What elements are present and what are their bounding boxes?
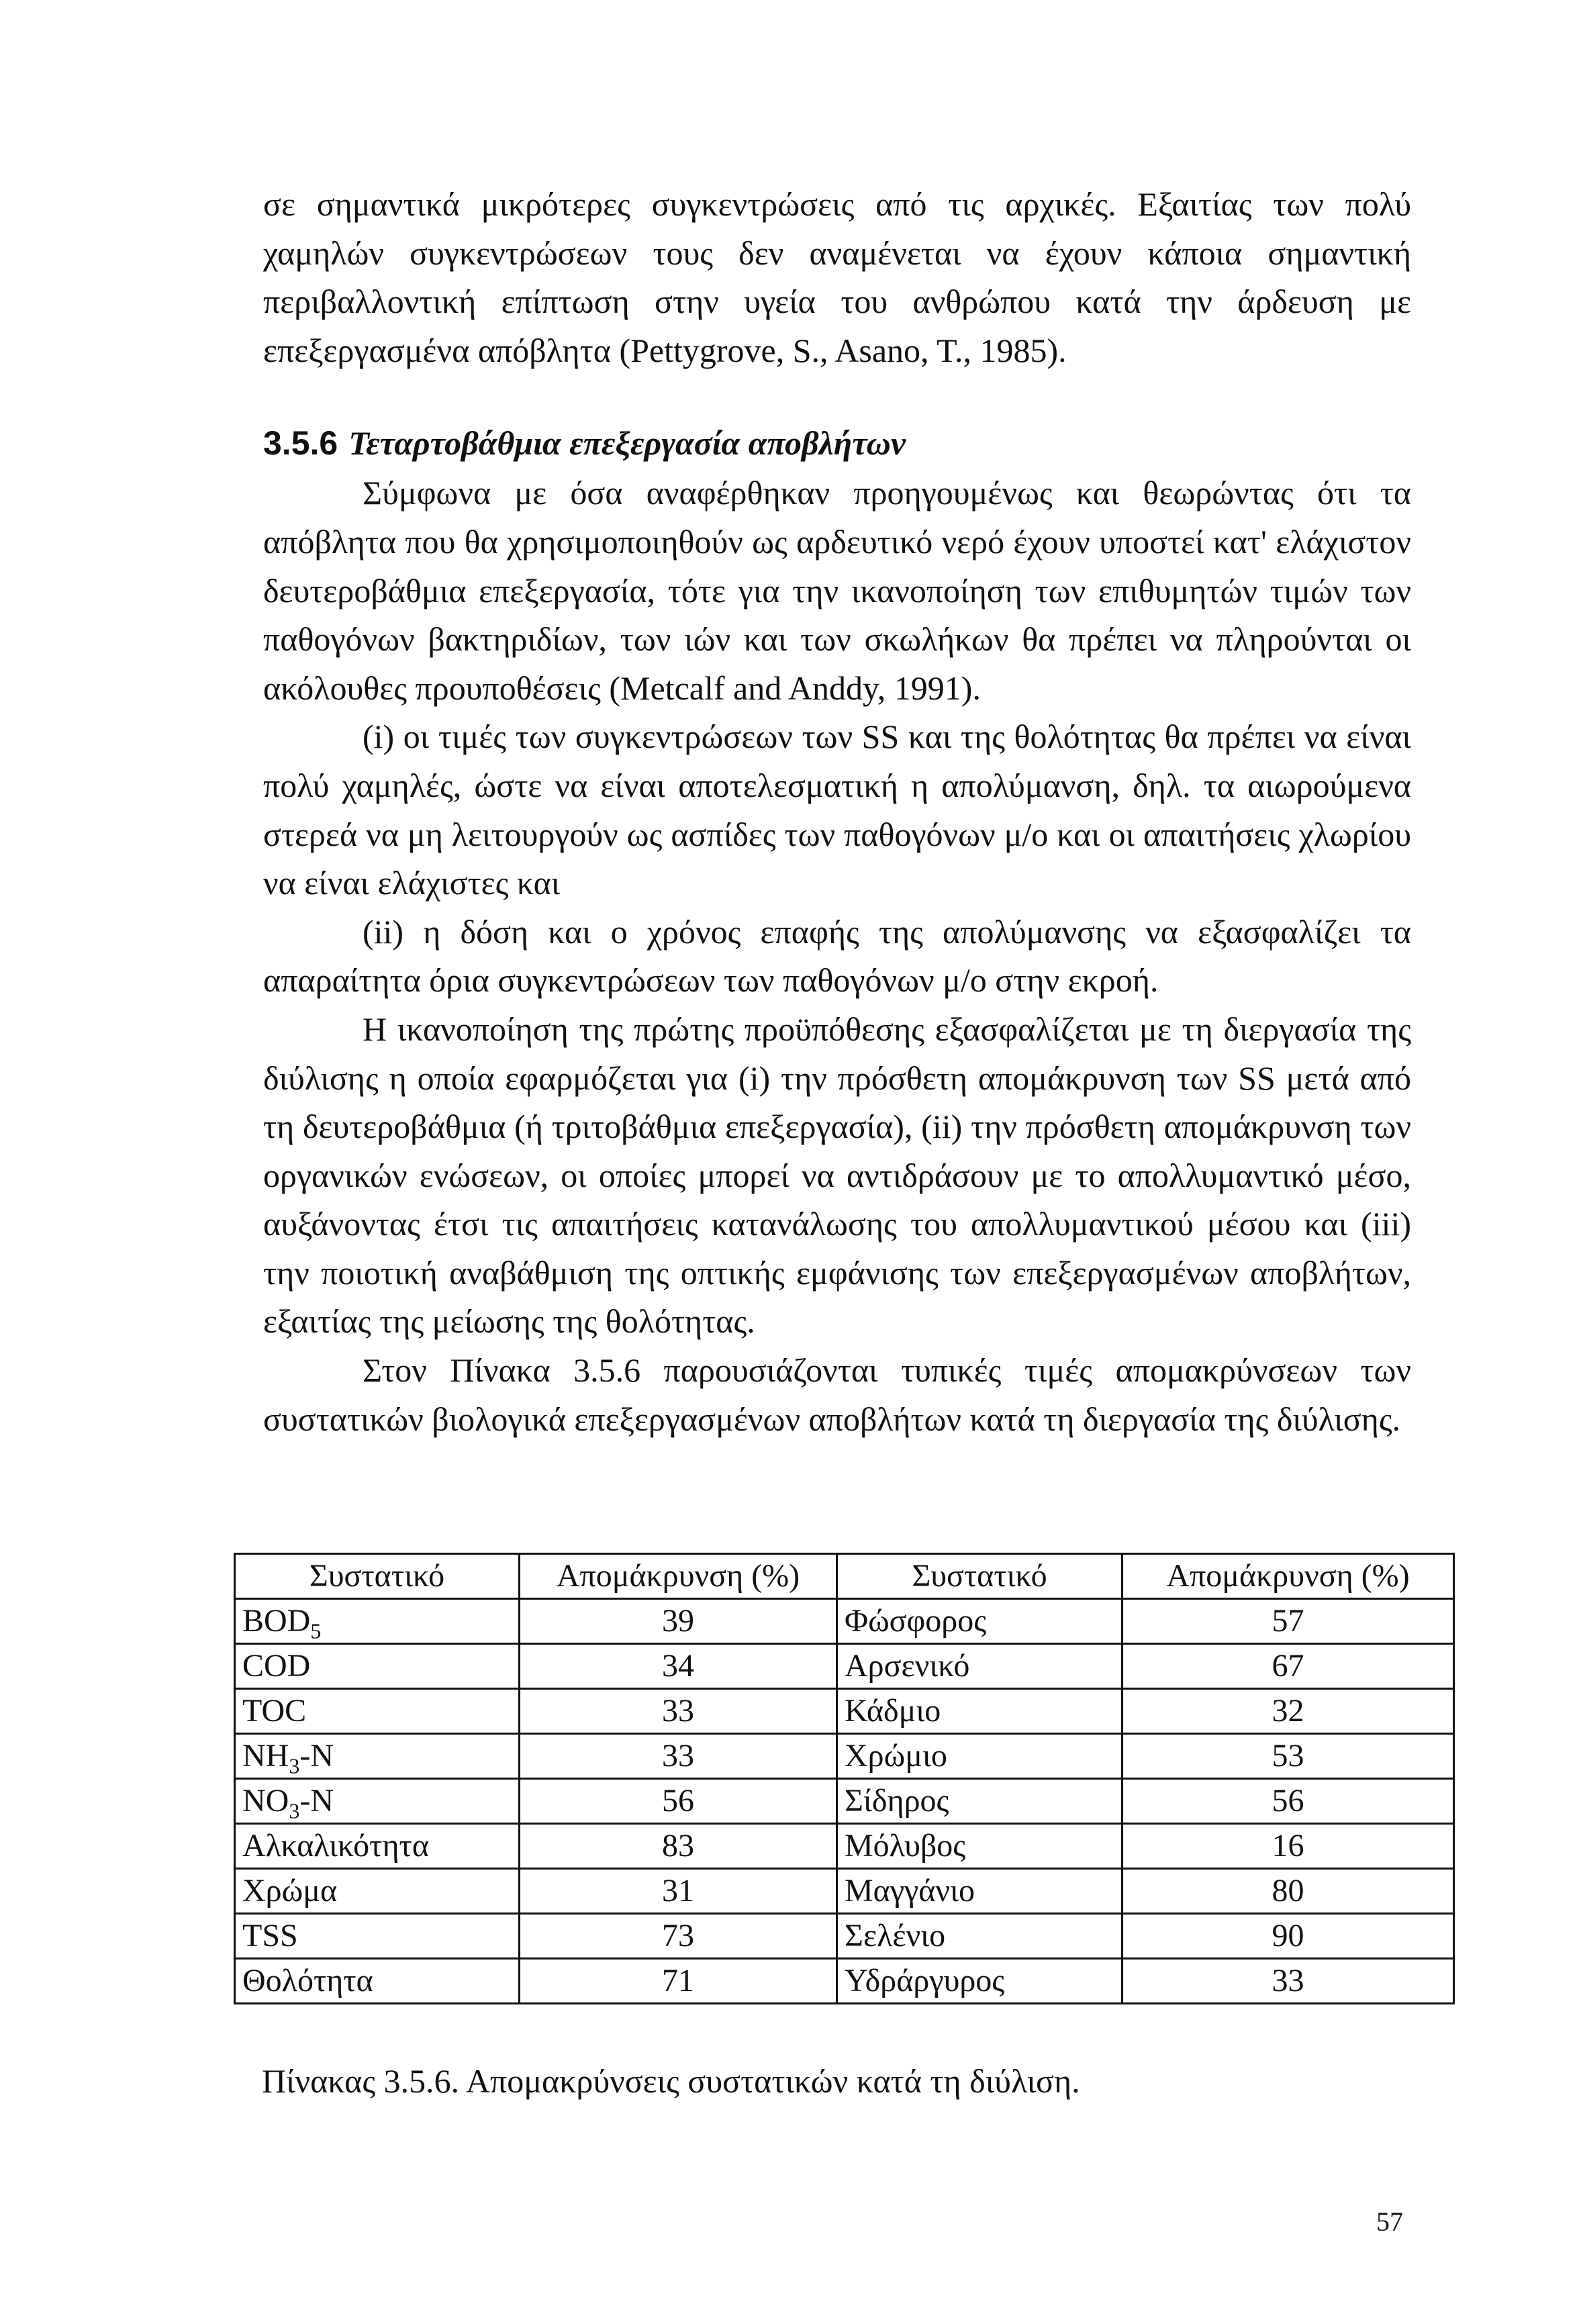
table-row (235, 1869, 1454, 1914)
table-row (235, 1914, 1454, 1959)
condition-ii: (ii) η δόση και ο χρόνος επαφής της απολύμανσης να εξασφαλίζει τα απαραίτητα όρια συγκεντρώσεων των παθογόνων μ/ο στην εκροή. (263, 912, 1411, 1000)
removal-value: 56 (520, 1779, 837, 1824)
table-row (235, 1644, 1454, 1689)
component-name: Σελένιο (837, 1914, 1122, 1959)
removal-value: 56 (1122, 1779, 1454, 1824)
header-removal-right: Απομάκρυνση (%) (1122, 1554, 1454, 1599)
header-component-left: Συστατικό (235, 1554, 520, 1599)
component-name: Αλκαλικότητα (235, 1824, 520, 1869)
component-name: Χρώμιο (837, 1734, 1122, 1779)
paragraph-continuation: σε σημαντικά μικρότερες συγκεντρώσεις από τις αρχικές. Εξαιτίας των πολύ χαμηλών συγκεντρώσεων τους δεν αναμένεται να έχουν κάποια σημαντική περιβαλλοντική επίπτωση στην υγεία του ανθρώπου κατά την άρδευση με επεξεργασμένα απόβλητα (Pettygrove, S., Asano, T., 1985). (263, 185, 1411, 369)
removal-value: 90 (1122, 1914, 1454, 1959)
removal-value: 34 (520, 1644, 837, 1689)
body-text (263, 180, 1411, 1443)
paragraph-filtration: Η ικανοποίηση της πρώτης προϋπόθεσης εξασφαλίζεται με τη διεργασία της διύλισης η οποία εφαρμόζεται για (i) την πρόσθετη απομάκρυνση των SS μετά από τη δευτεροβάθμια (ή τριτοβάθμια επεξεργασία), (ii) την πρόσθετη απομάκρυνση των οργανικών ενώσεων, οι οποίες μπορεί να αντιδράσουν με το απολλυμαντικό μέσο, αυξάνοντας έτσι τις απαιτήσεις κατανάλωσης του απολλυμαντικού μέσου και (iii) την ποιοτική αναβάθμιση της οπτικής εμφάνισης των επεξεργασμένων αποβλήτων, εξαιτίας της μείωσης της θολότητας. (263, 1010, 1411, 1341)
component-name: Κάδμιο (837, 1689, 1122, 1734)
component-name: $BOD_5$ (235, 1599, 520, 1644)
removal-value: 67 (1122, 1644, 1454, 1689)
page-number: 57 (1376, 2207, 1403, 2237)
removal-value: 83 (520, 1824, 837, 1869)
table-row (235, 1779, 1454, 1824)
component-name: Θολότητα (235, 1959, 520, 2004)
paragraph-table-reference: Στον Πίνακα 3.5.6 παρουσιάζονται τυπικές τιμές απομακρύνσεων των συστατικών βιολογικά επεξεργασμένων αποβλήτων κατά τη διεργασία της διύλισης. (263, 1351, 1411, 1438)
removal-value: 33 (1122, 1959, 1454, 2004)
removal-value: 31 (520, 1869, 837, 1914)
section-number: 3.5.6 (263, 424, 338, 463)
removal-value: 80 (1122, 1869, 1454, 1914)
removal-table-wrapper (234, 1553, 1453, 2004)
removal-value: 33 (520, 1689, 837, 1734)
table-row (235, 1824, 1454, 1869)
table-row (235, 1734, 1454, 1779)
component-name: Μαγγάνιο (837, 1869, 1122, 1914)
condition-i: (i) οι τιμές των συγκεντρώσεων των SS και της θολότητας θα πρέπει να είναι πολύ χαμηλές, ώστε να είναι αποτελεσματική η απολύμανση, δηλ. τα αιωρούμενα στερεά να μη λειτουργούν ως ασπίδες των παθογόνων μ/ο και οι απαιτήσεις χλωρίου να είναι ελάχιστες και (263, 718, 1412, 902)
header-component-right: Συστατικό (837, 1554, 1122, 1599)
section-heading (263, 419, 1411, 467)
removal-value: 53 (1122, 1734, 1454, 1779)
table-caption: Πίνακας 3.5.6. Απομακρύνσεις συστατικών κατά τη διύλιση. (262, 2062, 1080, 2100)
component-name: $NO_3-N$ (235, 1779, 520, 1824)
removal-value: 39 (520, 1599, 837, 1644)
component-name: Υδράργυρος (837, 1959, 1122, 2004)
component-name: TSS (235, 1914, 520, 1959)
component-name: COD (235, 1644, 520, 1689)
removal-value: 57 (1122, 1599, 1454, 1644)
table-row (235, 1959, 1454, 2004)
paragraph-intro: Σύμφωνα με όσα αναφέρθηκαν προηγουμένως και θεωρώντας ότι τα απόβλητα που θα χρησιμοποιηθούν ως αρδευτικό νερό έχουν υποστεί κατ' ελάχιστον δευτεροβάθμια επεξεργασία, τότε για την ικανοποίηση των επιθυμητών τιμών των παθογόνων βακτηριδίων, των ιών και των σκωλήκων θα πρέπει να πληρούνται οι ακόλουθες προυποθέσεις (Metcalf and Anddy, 1991). (263, 474, 1411, 707)
component-name: Σίδηρος (837, 1779, 1122, 1824)
removal-value: 16 (1122, 1824, 1454, 1869)
removal-value: 33 (520, 1734, 837, 1779)
component-name: $NH_3-N$ (235, 1734, 520, 1779)
removal-value: 32 (1122, 1689, 1454, 1734)
component-name: Αρσενικό (837, 1644, 1122, 1689)
component-name: TOC (235, 1689, 520, 1734)
table-row (235, 1689, 1454, 1734)
component-name: Μόλυβος (837, 1824, 1122, 1869)
component-name: Φώσφορος (837, 1599, 1122, 1644)
table-header-row (235, 1554, 1454, 1599)
section-title: Τεταρτοβάθμια επεξεργασία αποβλήτων (348, 424, 906, 463)
removal-table (234, 1553, 1455, 2004)
removal-value: 71 (520, 1959, 837, 2004)
component-name: Χρώμα (235, 1869, 520, 1914)
header-removal-left: Απομάκρυνση (%) (520, 1554, 837, 1599)
table-row (235, 1599, 1454, 1644)
removal-value: 73 (520, 1914, 837, 1959)
